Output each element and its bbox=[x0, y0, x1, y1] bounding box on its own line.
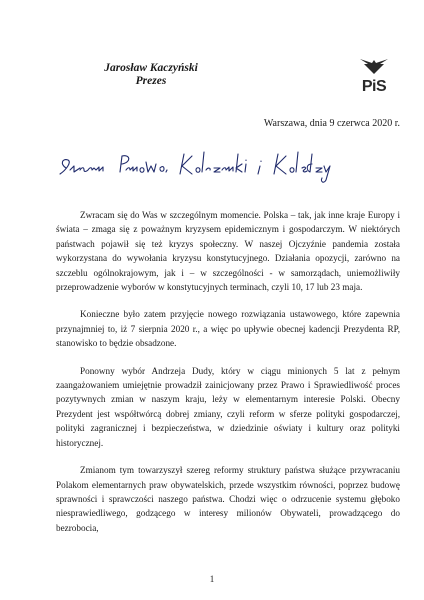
paragraph: Zwracam się do Was w szczególnym momencie. Polska – tak, jak inne kraje Europy i świata – zmaga się z poważnym kryzysem epidemicznym i gospodarczym. W niektórych państwach pojawił się też kryzys społeczny. W naszej Ojczyźnie pandemia została wykorzystana do wywołania kryzysu konstytucyjnego. Działania opozycji, zarówno na szczeblu ogólnokrajowym, jak i – w szczególności - w samorządach, uniemożliwiły przeprowadzenie wyborów w konstytucyjnych terminach, czyli 10, 17 lub 23 maja. bbox=[56, 210, 400, 293]
sender-role: Prezes bbox=[135, 75, 167, 87]
party-logo bbox=[352, 58, 396, 98]
eagle-icon bbox=[352, 58, 396, 78]
letter-header bbox=[76, 62, 226, 88]
paragraph: Konieczne było zatem przyjęcie nowego rozwiązania ustawowego, które zapewnia przynajmniej to, iż 7 sierpnia 2020 r., a więc po upływie obecnej kadencji Prezydenta RP, stanowisko to będzie obsadzone. bbox=[56, 309, 400, 349]
salutation-handwriting bbox=[56, 140, 356, 192]
letter-body bbox=[56, 208, 400, 548]
page-number: 1 bbox=[209, 574, 215, 584]
handwritten-salutation bbox=[56, 140, 356, 192]
sender-name: Jarosław Kaczyński bbox=[104, 62, 198, 74]
paragraph: Zmianom tym towarzyszył szereg reformy struktury państwa służące przywracaniu Polakom elementarnych praw obywatelskich, przede wszystkim równości, poprzez budowę sprawności i sprawczości naszego państwa. Chodzi więc o odrzucenie systemu głęboko niesprawiedliwego, godzącego w interesy milionów Obywateli, prowadzącego do bezrobocia, bbox=[56, 465, 400, 533]
logo-text: PiS bbox=[361, 78, 387, 95]
place-date: Warszawa, dnia 9 czerwca 2020 r. bbox=[263, 118, 400, 129]
paragraph: Ponowny wybór Andrzeja Dudy, który w ciągu minionych 5 lat z pełnym zaangażowaniem umiejętnie prowadził zainicjowany przez Prawo i Sprawiedliwość proces pozytywnych zmian w naszym kraju, leży w elementarnym interesie Polski. Obecny Prezydent jest współtwórcą dobrej zmiany, czyli reform w sferze polityki gospodarczej, polityki zagranicznej i bezpieczeństwa, w dziedzinie oświaty i kultury oraz polityki historycznej. bbox=[56, 365, 400, 448]
